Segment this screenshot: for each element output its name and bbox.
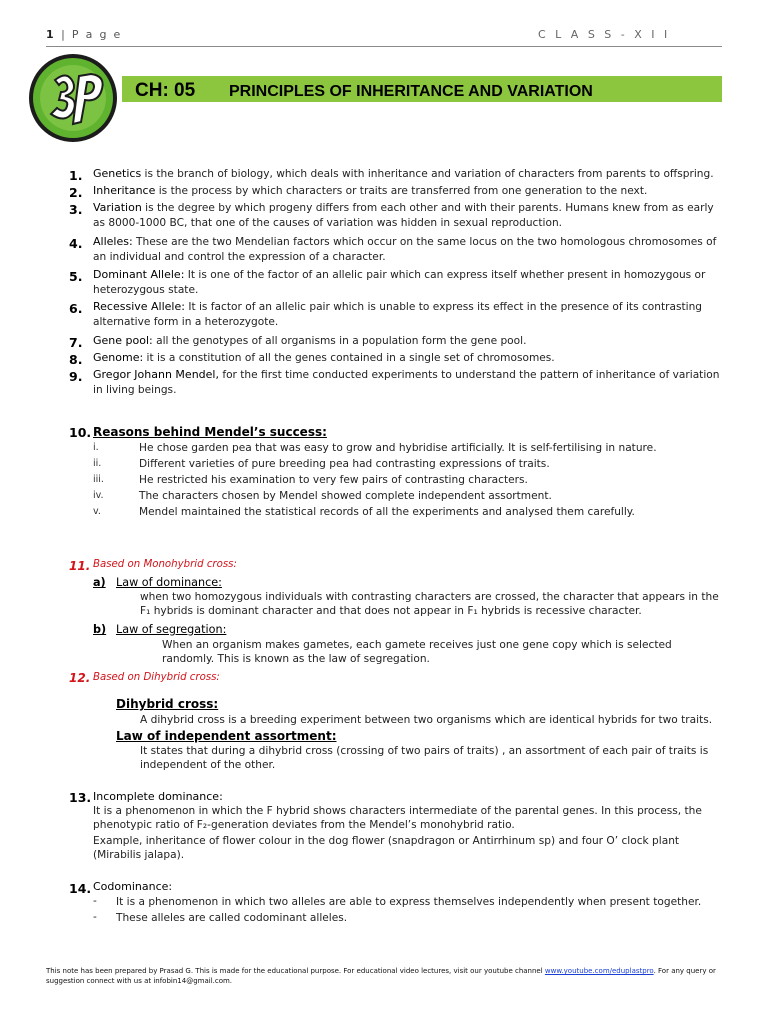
definition-text: is the process by which characters or traits are transferred from one generation to the next. xyxy=(155,185,648,197)
term: Alleles: xyxy=(93,235,133,248)
roman-numeral: i. xyxy=(93,442,99,453)
list-number: 7. xyxy=(69,335,83,350)
term: Genome: xyxy=(93,351,144,364)
term: Inheritance xyxy=(93,184,156,197)
dihybrid-cross-title: Dihybrid cross: xyxy=(116,697,219,711)
roman-numeral: iii. xyxy=(93,474,104,485)
definition-genetics xyxy=(93,167,723,182)
term: Genetics xyxy=(93,167,142,180)
list-number: 6. xyxy=(69,301,83,316)
reason-item: He restricted his examination to very few pairs of contrasting characters. xyxy=(139,474,528,486)
roman-numeral: iv. xyxy=(93,490,104,501)
incomplete-dominance-text: It is a phenomenon in which the F hybrid shows characters intermediate of the parental genes. In this process, the phenotypic ratio of F₂-generation deviates from the Mendel’s monohybrid ratio. xyxy=(93,805,702,832)
list-number: 5. xyxy=(69,269,83,284)
term: Variation xyxy=(93,201,142,214)
reason-item: The characters chosen by Mendel showed complete independent assortment. xyxy=(139,490,552,502)
definition-text: all the genotypes of all organisms in a population form the gene pool. xyxy=(152,335,527,347)
chapter-number: CH: 05 xyxy=(135,80,196,101)
incomplete-dominance-example: Example, inheritance of flower colour in the dog flower (snapdragon or Antirrhinum sp) and four O’ clock plant (Mirabilis jalapa). xyxy=(93,835,680,862)
codominance-bullet: These alleles are called codominant alleles. xyxy=(116,912,348,924)
dihybrid-heading: Based on Dihybrid cross: xyxy=(93,672,220,683)
law-of-dominance-title: Law of dominance: xyxy=(116,576,222,589)
footer-text-end: . For any query or suggestion connect with us at infobin14@gmail.com. xyxy=(46,967,716,986)
list-number: 3. xyxy=(69,202,83,217)
term: Dominant Allele: xyxy=(93,268,185,281)
list-number: 2. xyxy=(69,185,83,200)
incomplete-dominance-heading: Incomplete dominance: xyxy=(93,790,223,803)
list-number: 8. xyxy=(69,352,83,367)
definition-text: for the first time conducted experiments to understand the pattern of inheritance of variation in living beings. xyxy=(93,369,720,396)
definition-gene-pool xyxy=(93,334,723,349)
definition-text: It is one of the factor of an allelic pair which can express itself whether present in homozygous or heterozygous state. xyxy=(93,269,706,296)
list-number: 1. xyxy=(69,168,83,183)
footer-text: This note has been prepared by Prasad G. This is made for the educational purpose. For educational video lectures, visit our youtube channel xyxy=(46,967,545,975)
definition-genome xyxy=(93,351,723,366)
roman-numeral: ii. xyxy=(93,458,102,469)
chapter-title: PRINCIPLES OF INHERITANCE AND VARIATION xyxy=(229,83,593,100)
definition-inheritance xyxy=(93,184,723,199)
footer-note xyxy=(46,966,722,986)
list-number: 11. xyxy=(69,559,91,573)
definition-text: it is a constitution of all the genes contained in a single set of chromosomes. xyxy=(143,352,555,364)
reason-item: Different varieties of pure breeding pea had contrasting expressions of traits. xyxy=(139,458,550,470)
law-of-dominance-text: when two homozygous individuals with contrasting characters are crossed, the character that appears in the F₁ hybrids is dominant character and that does not appear in F₁ hybrids is recessive character. xyxy=(140,591,719,618)
definition-recessive-allele xyxy=(93,300,723,329)
definition-text: It is factor of an allelic pair which is unable to express its effect in the presence of its contrasting alternative form in a heterozygote. xyxy=(93,301,703,328)
list-number: 12. xyxy=(69,671,91,685)
reason-item: He chose garden pea that was easy to grow and hybridise artificially. It is self-fertilising in nature. xyxy=(139,442,657,454)
list-number: 10. xyxy=(69,425,92,440)
definition-text: These are the two Mendelian factors which occur on the same locus on the two homologous chromosomes of an individual and control the expression of a character. xyxy=(93,236,717,263)
definition-mendel xyxy=(93,368,723,397)
term: Recessive Allele: xyxy=(93,300,185,313)
class-label: C L A S S - X I I xyxy=(538,28,671,41)
logo-3p-icon xyxy=(27,52,119,144)
codominance-heading: Codominance: xyxy=(93,880,173,893)
bullet-dash-icon: - xyxy=(93,911,97,923)
reasons-heading: Reasons behind Mendel’s success: xyxy=(93,425,327,439)
definition-alleles xyxy=(93,235,723,264)
independent-assortment-text: It states that during a dihybrid cross (crossing of two pairs of traits) , an assortment of each pair of traits is independent of the other. xyxy=(140,745,709,772)
term: Gregor Johann Mendel, xyxy=(93,368,219,381)
definition-variation xyxy=(93,201,723,230)
dihybrid-cross-text: A dihybrid cross is a breeding experiment between two organisms which are identical hybrids for two traits. xyxy=(140,714,713,726)
list-number: 14. xyxy=(69,881,92,896)
roman-numeral: v. xyxy=(93,506,101,517)
definition-text: is the branch of biology, which deals with inheritance and variation of characters from parents to offspring. xyxy=(141,168,714,180)
sub-letter: a) xyxy=(93,576,106,589)
reason-item: Mendel maintained the statistical records of all the experiments and analysed them carefully. xyxy=(139,506,635,518)
bullet-dash-icon: - xyxy=(93,895,97,907)
codominance-bullet: It is a phenomenon in which two alleles are able to express themselves independently when present together. xyxy=(116,896,702,908)
page-number: 1 | P a g e xyxy=(46,28,123,41)
page-word: | P a g e xyxy=(61,28,123,41)
list-number: 9. xyxy=(69,369,83,384)
independent-assortment-title: Law of independent assortment: xyxy=(116,729,337,743)
sub-letter: b) xyxy=(93,623,107,636)
definition-dominant-allele xyxy=(93,268,723,297)
header-divider xyxy=(46,46,722,47)
monohybrid-heading: Based on Monohybrid cross: xyxy=(93,559,237,570)
youtube-link[interactable]: www.youtube.com/eduplastpro xyxy=(544,967,654,975)
law-of-segregation-title: Law of segregation: xyxy=(116,623,227,636)
list-number: 13. xyxy=(69,790,92,805)
term: Gene pool: xyxy=(93,334,153,347)
definition-text: is the degree by which progeny differs from each other and with their parents. Humans knew from as early as 8000-1000 BC, that one of the causes of variation was hidden in sexual reproduction. xyxy=(93,202,714,229)
law-of-segregation-text: When an organism makes gametes, each gamete receives just one gene copy which is selected randomly. This is known as the law of segregation. xyxy=(162,639,672,666)
list-number: 4. xyxy=(69,236,83,251)
